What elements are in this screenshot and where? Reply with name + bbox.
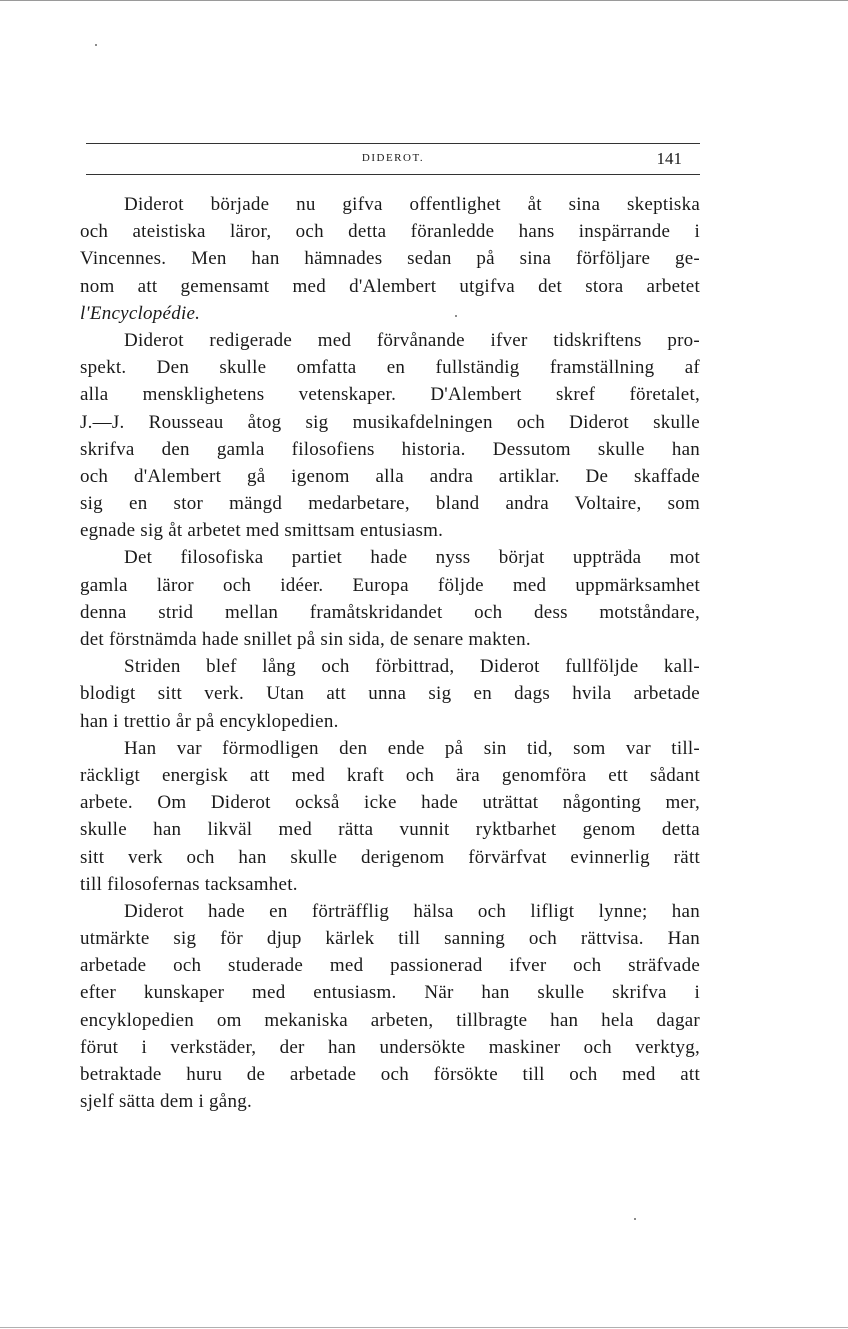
scan-speck	[95, 44, 97, 46]
text-line: Diderot hade en förträfflig hälsa och lifligt lynne; han	[124, 900, 700, 922]
text-line: egnade sig åt arbetet med smittsam entusiasm.	[80, 520, 444, 542]
text-line: sitt verk och han skulle derigenom förvärfvat evinnerlig rätt	[80, 846, 700, 868]
text-line: Vincennes. Men han hämnades sedan på sina förföljare ge-	[80, 248, 700, 270]
text-line: Striden blef lång och förbittrad, Diderot fullföljde kall-	[124, 656, 700, 678]
text-line: det förstnämda hade snillet på sin sida, de senare makten.	[80, 629, 531, 650]
text-line: utmärkte sig för djup kärlek till sanning och rättvisa. Han	[80, 928, 700, 950]
text-line: blodigt sitt verk. Utan att unna sig en dags hvila arbetade	[80, 683, 700, 705]
text-line: gamla läror och idéer. Europa följde med uppmärksamhet	[80, 574, 700, 596]
paragraph	[80, 544, 700, 653]
text-line: l'Encyclopédie.	[80, 302, 201, 324]
text-line: förut i verkstäder, der han undersökte maskiner och verktyg,	[80, 1036, 700, 1058]
text-line: betraktade huru de arbetade och försökte till och med att	[80, 1064, 700, 1085]
text-line: Diderot redigerade med förvånande ifver tidskriftens pro-	[124, 329, 700, 351]
text-line: nom att gemensamt med d'Alembert utgifva det stora arbetet	[80, 275, 700, 297]
text-line: arbete. Om Diderot också icke hade uträttat någonting mer,	[80, 792, 700, 814]
text-line: Han var förmodligen den ende på sin tid, som var till-	[124, 737, 700, 759]
paragraph	[80, 735, 700, 898]
header-rule-top	[86, 143, 700, 144]
text-line: Diderot började nu gifva offentlighet åt sina skeptiska	[124, 194, 700, 215]
text-line: skrifva den gamla filosofiens historia. Dessutom skulle han	[80, 438, 700, 460]
text-line: sjelf sätta dem i gång.	[80, 1091, 252, 1113]
text-line: sig en stor mängd medarbetare, bland andra Voltaire, som	[80, 493, 700, 515]
paragraph	[80, 653, 700, 735]
paragraph	[80, 898, 700, 1116]
text-line: spekt. Den skulle omfatta en fullständig framställning af	[80, 357, 700, 379]
scan-top-edge	[0, 0, 848, 1]
text-line: Det filosofiska partiet hade nyss börjat uppträda mot	[124, 547, 700, 569]
text-line: till filosofernas tacksamhet.	[80, 873, 298, 895]
text-line: alla mensklighetens vetenskaper. D'Alembert skref företalet,	[80, 384, 700, 406]
text-line: skulle han likväl med rätta vunnit ryktbarhet genom detta	[80, 819, 700, 841]
scan-bottom-edge	[0, 1327, 848, 1328]
text-line: han i trettio år på encyklopedien.	[80, 710, 339, 732]
running-head	[86, 150, 700, 170]
page-number: 141	[656, 149, 682, 168]
paragraph	[80, 327, 700, 545]
running-title: DIDEROT.	[361, 152, 425, 164]
scan-speck	[455, 315, 457, 317]
text-line: efter kunskaper med entusiasm. När han skulle skrifva i	[80, 982, 700, 1004]
text-line: och ateistiska läror, och detta föranledde hans inspärrande i	[80, 221, 700, 243]
text-line: räckligt energisk att med kraft och ära genomföra ett sådant	[80, 764, 700, 786]
text-line: encyklopedien om mekaniska arbeten, tillbragte han hela dagar	[80, 1009, 700, 1031]
body-text	[80, 191, 700, 1115]
text-line: denna strid mellan framåtskridandet och dess motståndare,	[80, 601, 700, 623]
scan-speck	[634, 1218, 636, 1220]
text-line: och d'Alembert gå igenom alla andra artiklar. De skaffade	[80, 465, 700, 487]
text-line: J.—J. Rousseau åtog sig musikafdelningen och Diderot skulle	[80, 411, 700, 433]
paragraph	[80, 191, 700, 327]
text-line: arbetade och studerade med passionerad ifver och sträfvade	[80, 955, 700, 977]
header-rule-bottom	[86, 174, 700, 175]
